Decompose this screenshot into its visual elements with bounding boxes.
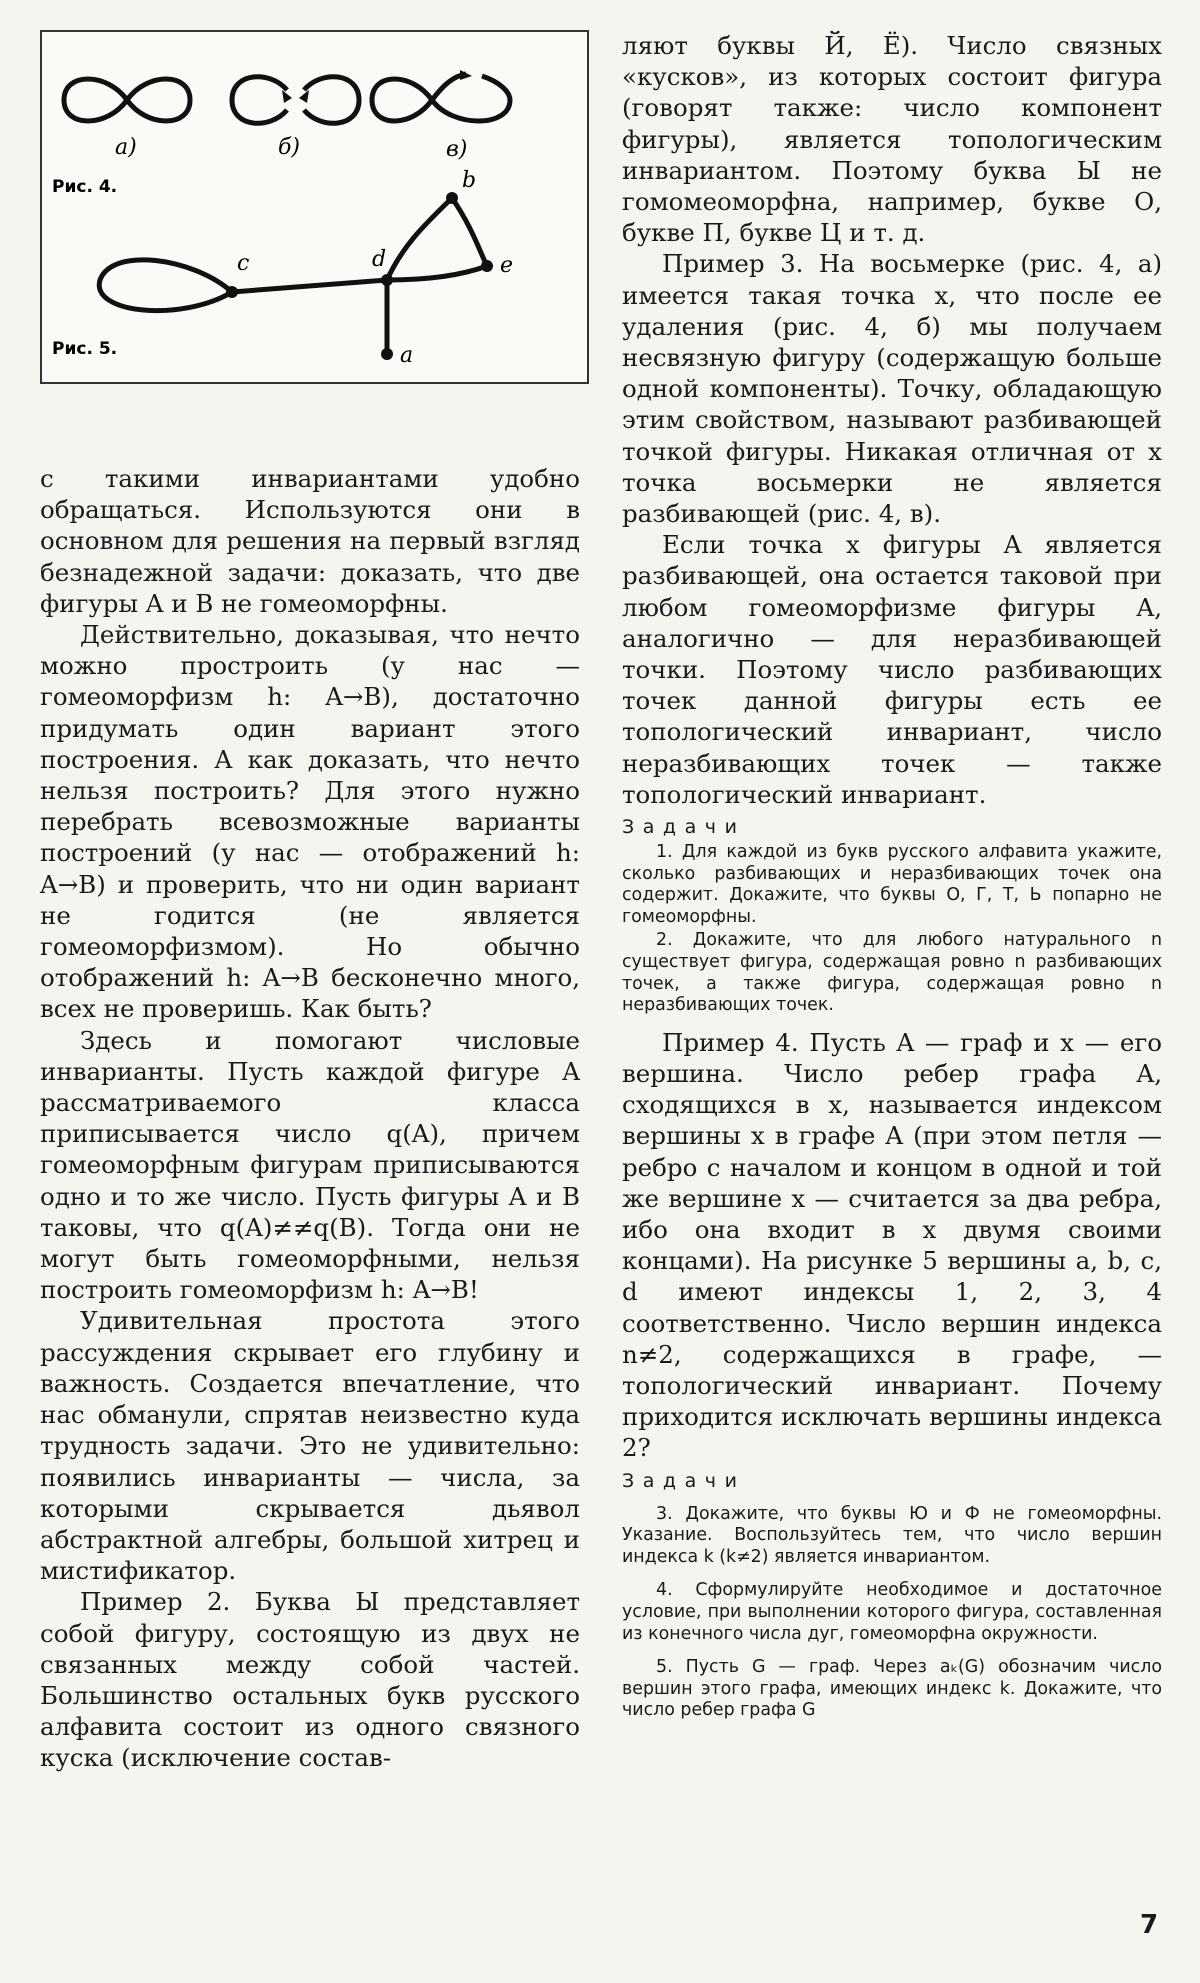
left-paragraph-1: с такими инвариантами удобно обращаться. Используются они в основном для решения на первый взгляд безнадежной задачи: доказать, что две фигуры A и B не гомеоморфны. [40,464,580,618]
tasks-heading-1: Задачи [622,816,746,839]
fig5-label-b: b [462,168,477,193]
task-5: 5. Пусть G — граф. Через aₖ(G) обозначим число вершин этого графа, имеющих индекс k. Докажите, что число ребер графа G [622,1657,1162,1721]
fig5-graph [99,198,487,354]
left-paragraph-4: Удивительная простота этого рассуждения скрывает его глубину и важность. Создается впечатление, что нас обманули, спрятав неизвестно куда трудность задачи. Это не удивительно: появились инварианты — числа, за которыми скрывается дьявол абстрактной алгебры, большой хитрец и мистификатор. [40,1306,580,1586]
right-paragraph-3: Если точка x фигуры A является разбивающей, она остается таковой при любом гомеоморфизме фигуры A, аналогично — для неразбивающей точки. Поэтому число разбивающих точек данной фигуры есть ее топологический инвариант, число неразбивающих точек — также топологический инвариант. [622,530,1162,809]
fig4b-split-eight [232,77,359,124]
right-paragraph-4: Пример 4. Пусть A — граф и x — его вершина. Число ребер графа A, сходящихся в x, называется индексом вершины x в графе A (при этом петля — ребро с началом и концом в одной и той же вершине x — считается за два ребра, ибо она входит в x двумя своими концами). На рисунке 5 вершины a, b, c, d имеют индексы 1, 2, 3, 4 соответственно. Число вершин индекса n≠2, содержащихся в графе, — топологический инвариант. Почему приходится исключать вершины индекса 2? [622,1027,1162,1463]
task-4: 4. Сформулируйте необходимое и достаточное условие, при выполнении которого фигура, составленная из конечного числа дуг, гомеоморфна окружности. [622,1580,1162,1644]
fig4-caption: Рис. 4. [52,177,118,197]
right-text [622,30,1162,1724]
left-paragraph-5: Пример 2. Буква Ы представляет собой фигуру, состоящую из двух не связанных между собой частей. Большинство остальных букв русского алфавита состоит из одного связного куска (исключение состав- [40,1587,580,1773]
vertex-d [381,274,393,286]
fig4-label-a: а) [115,135,137,160]
task-3: 3. Докажите, что буквы Ю и Ф не гомеоморфны. Указание. Воспользуйтесь тем, что число вершин индекса k (k≠2) является инвариантом. [622,1503,1162,1567]
left-paragraph-3: Здесь и помогают числовые инварианты. Пусть каждой фигуре A рассматриваемого класса приписывается число q(A), причем гомеоморфным фигурам приписываются одно и то же число. Пусть фигуры A и B таковы, что q(A)≠≠q(B). Тогда они не могут быть гомеоморфными, нельзя построить гомеоморфизм h: A→B! [40,1025,580,1305]
page-number: 7 [1140,1910,1159,1940]
task-1: 1. Для каждой из букв русского алфавита укажите, сколько разбивающих и неразбивающих точек она содержит. Докажите, что буквы О, Г, Т, Ь попарно не гомеоморфны. [622,842,1162,927]
right-paragraph-2: Пример 3. На восьмерке (рис. 4, а) имеется такая точка x, что после ее удаления (рис. 4, б) мы получаем несвязную фигуру (содержащую больше одной компоненты). Точку, обладающую этим свойством, называют разбивающей точкой фигуры. Никакая отличная от x точка восьмерки не является разбивающей (рис. 4, в). [622,249,1162,529]
left-text [40,463,580,1774]
vertex-e [481,260,493,272]
task-2: 2. Докажите, что для любого натурального n существует фигура, содержащая ровно n разбивающих точек, а также фигура, содержащая ровно n неразбивающих точек. [622,930,1162,1016]
fig4-label-b: б) [278,135,301,160]
left-paragraph-2: Действительно, доказывая, что нечто можно простроить (у нас — гомеоморфизм h: A→B), достаточно придумать один вариант этого построения. А как доказать, что нечто нельзя построить? Для этого нужно перебрать всевозможные варианты построений (у нас — отображений h: A→B) и проверить, что ни один вариант не годится (не является гомеоморфизмом). Но обычно отображений h: A→B бесконечно много, всех не проверишь. Как быть? [40,620,580,1024]
tasks-heading-2: Задачи [622,1469,746,1492]
fig5-label-c: c [237,251,250,276]
figure-box [40,30,589,384]
fig5-label-a: a [400,343,414,368]
vertex-a [381,348,393,360]
vertex-b [446,192,458,204]
vertex-c [226,286,238,298]
fig4c-eight-cut [372,70,510,121]
fig5-caption: Рис. 5. [52,339,118,359]
fig5-label-e: e [500,253,514,278]
right-paragraph-1: ляют буквы Й, Ё). Число связных «кусков», из которых состоит фигура (говорят также: число компонент фигуры), является топологическим инвариантом. Поэтому буква Ы не гомомеоморфна, например, букве О, букве П, букве Ц и т. д. [622,31,1162,248]
fig5-label-d: d [372,247,387,272]
fig4a-figure-eight [64,79,190,121]
fig4-label-c: в) [446,137,468,162]
figures-svg [42,32,587,382]
